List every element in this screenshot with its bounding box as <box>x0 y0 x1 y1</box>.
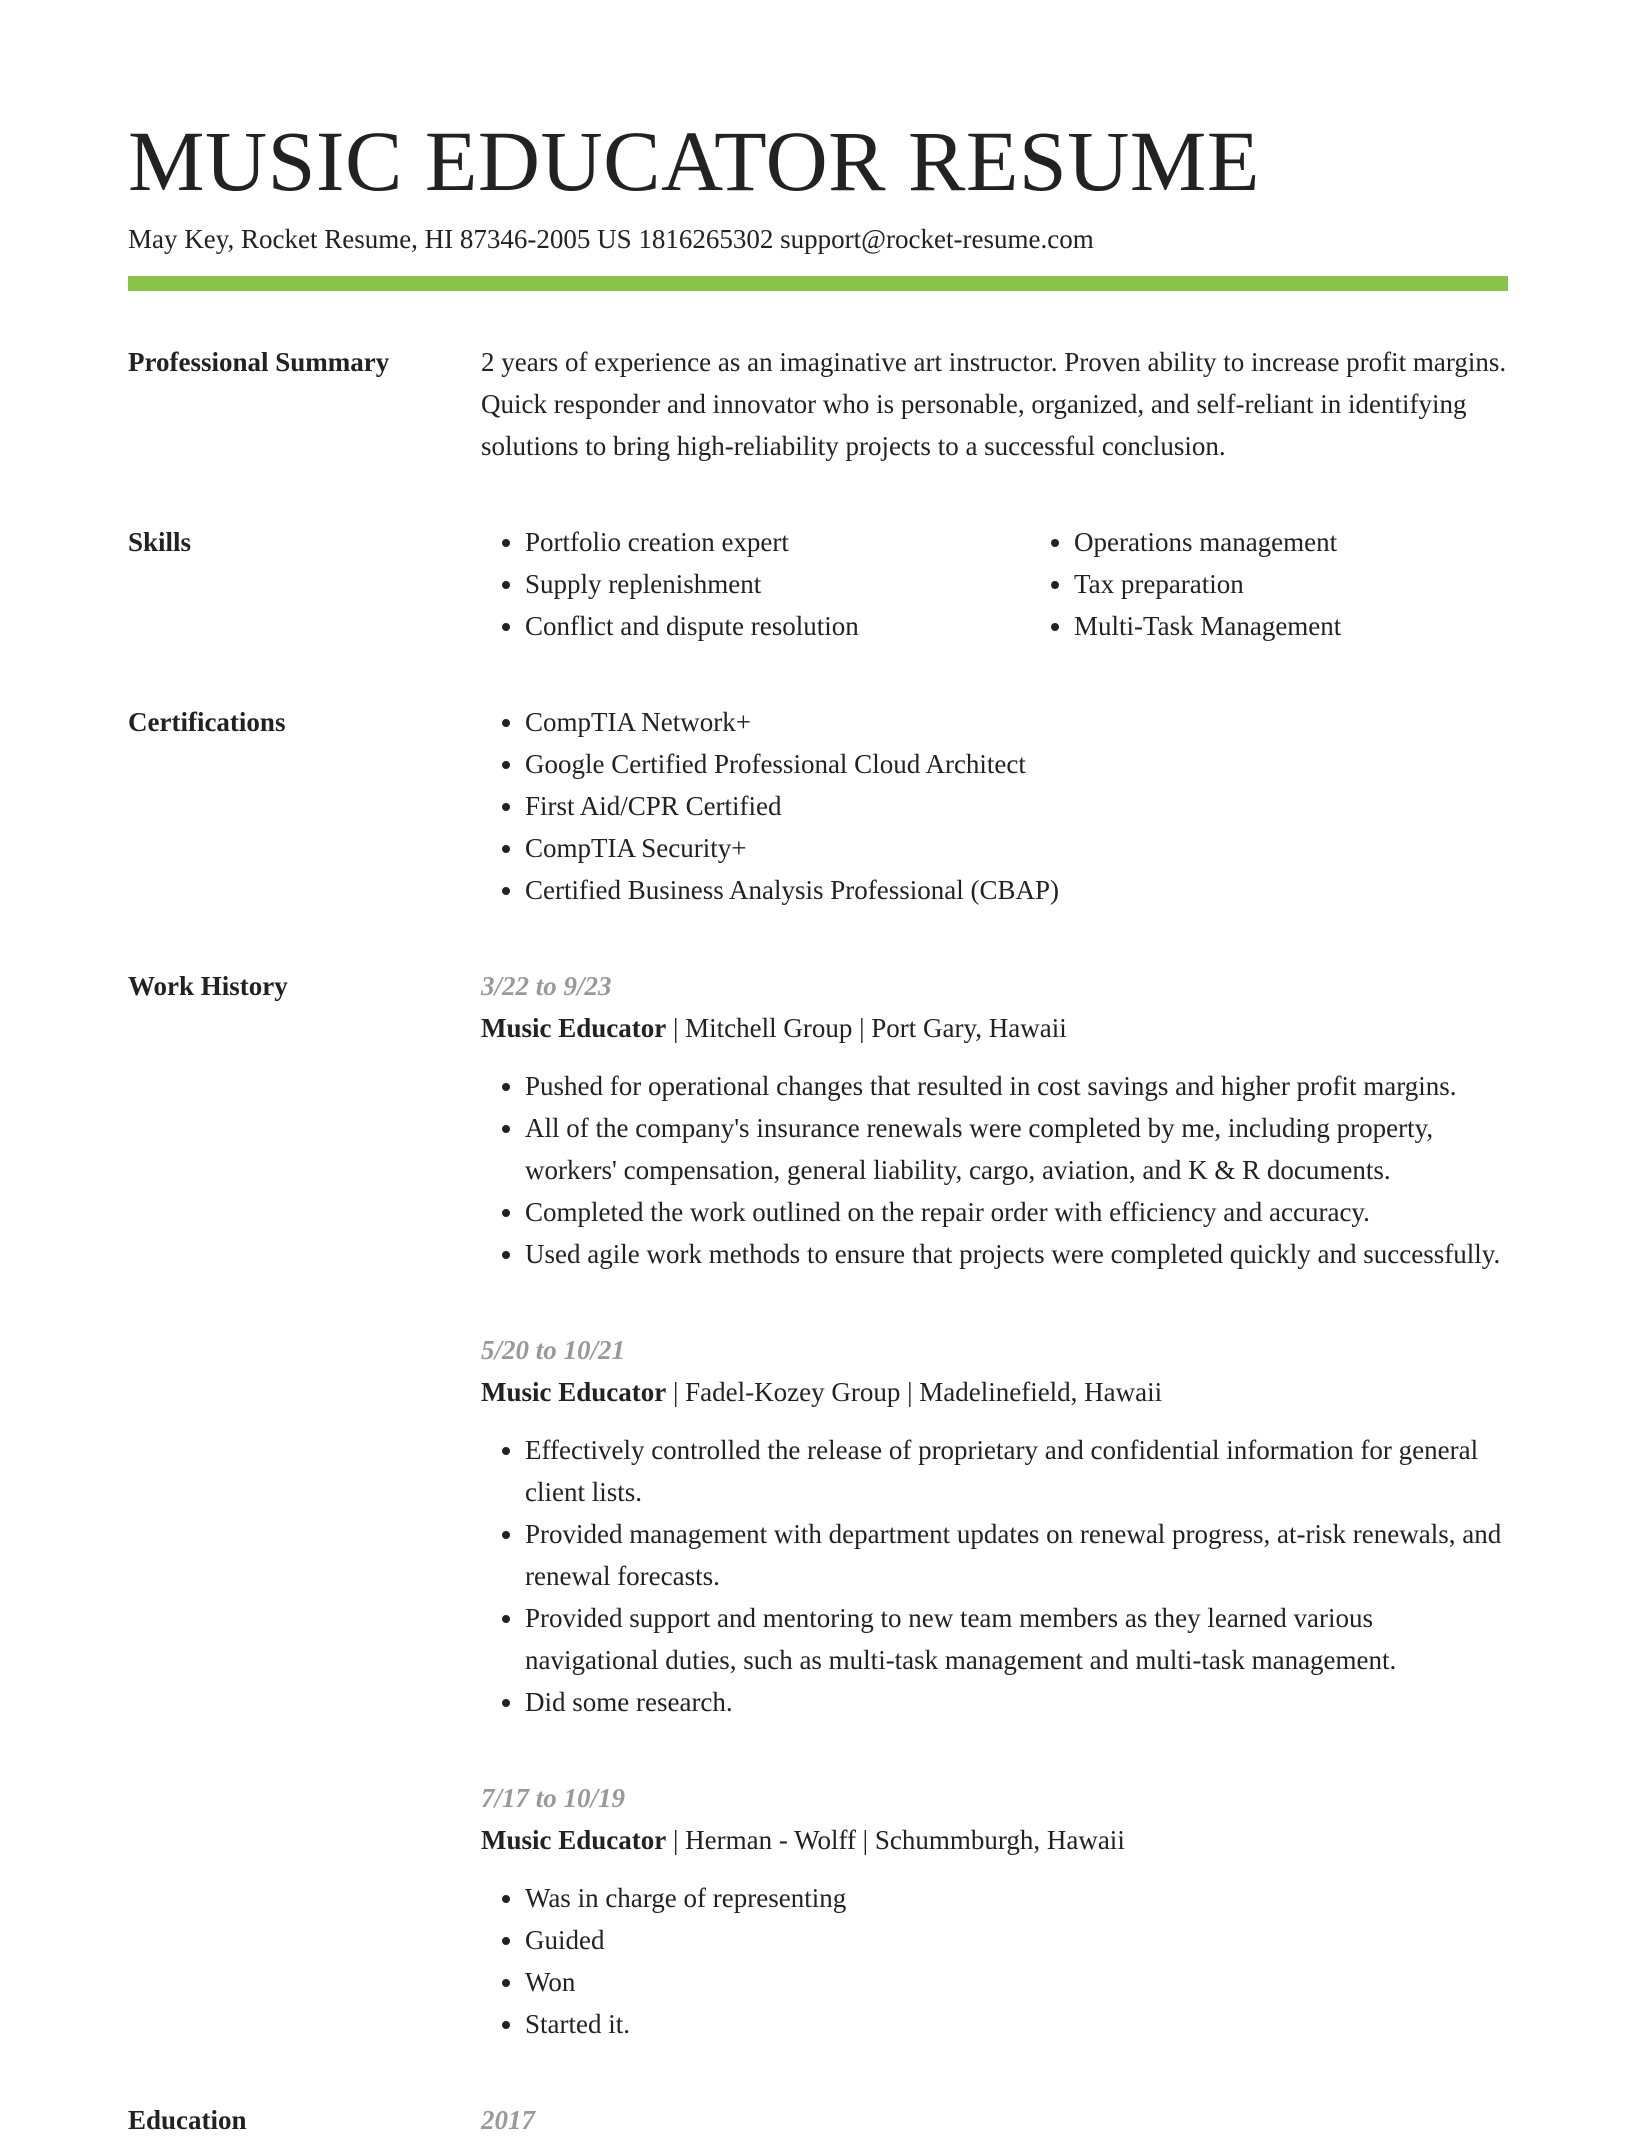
education-section <box>128 2099 1508 2141</box>
work-history-section <box>128 965 1508 2045</box>
job-date: 7/17 to 10/19 <box>481 1783 626 1813</box>
job-bullet: • Guided <box>525 1919 1508 1961</box>
section-label-skills: Skills <box>128 527 192 557</box>
job-bullet: • All of the company's insurance renewals were completed by me, including property, workers' compensation, general liability, cargo, aviation, and K & R documents. <box>525 1107 1508 1191</box>
job-bullet: • Pushed for operational changes that resulted in cost savings and higher profit margins. <box>525 1065 1508 1107</box>
job-bullet: • Did some research. <box>525 1681 1508 1723</box>
job-bullet: • Provided support and mentoring to new team members as they learned various navigational duties, such as multi-task management and multi-task management. <box>525 1597 1508 1681</box>
job-bullet: • Started it. <box>525 2003 1508 2045</box>
certification-item: • Google Certified Professional Cloud Architect <box>525 743 1508 785</box>
skill-item: • Conflict and dispute resolution <box>525 605 1030 647</box>
job-bullet: • Won <box>525 1961 1508 2003</box>
skill-item: • Multi-Task Management <box>1074 605 1341 647</box>
job-bullet: • Provided management with department updates on renewal progress, at-risk renewals, and renewal forecasts. <box>525 1513 1508 1597</box>
skill-item: • Operations management <box>1074 521 1341 563</box>
job-bullet: • Completed the work outlined on the repair order with efficiency and accuracy. <box>525 1191 1508 1233</box>
job-bullet: • Was in charge of representing <box>525 1877 1508 1919</box>
job-bullets <box>481 1065 1508 1275</box>
job-bullet: • Effectively controlled the release of proprietary and confidential information for general client lists. <box>525 1429 1508 1513</box>
skill-item: • Portfolio creation expert <box>525 521 1030 563</box>
education-content <box>481 2099 1508 2141</box>
job-details: | Fadel-Kozey Group | Madelinefield, Hawaii <box>666 1377 1163 1407</box>
skills-column-2 <box>1030 521 1341 647</box>
job-bullets <box>481 1877 1508 2045</box>
certifications-content <box>481 701 1508 911</box>
job-entry <box>481 1777 1508 2045</box>
certification-item: • CompTIA Network+ <box>525 701 1508 743</box>
job-heading <box>481 1819 1508 1861</box>
skills-section <box>128 521 1508 647</box>
job-entry <box>481 965 1508 1275</box>
section-label-education: Education <box>128 2105 247 2135</box>
job-entry <box>481 1329 1508 1723</box>
job-details: | Herman - Wolff | Schummburgh, Hawaii <box>666 1825 1125 1855</box>
section-label-summary: Professional Summary <box>128 347 390 377</box>
resume-page <box>128 113 1508 2141</box>
work-history-content <box>481 965 1508 2045</box>
job-heading <box>481 1371 1508 1413</box>
job-title: Music Educator <box>481 1377 667 1407</box>
section-label-certifications: Certifications <box>128 707 286 737</box>
job-title: Music Educator <box>481 1825 667 1855</box>
job-date: 3/22 to 9/23 <box>481 971 612 1001</box>
contact-line: May Key, Rocket Resume, HI 87346-2005 US 1816265302 support@rocket-resume.com <box>128 224 1094 254</box>
certifications-section <box>128 701 1508 911</box>
certification-item: • Certified Business Analysis Professional (CBAP) <box>525 869 1508 911</box>
education-date: 2017 <box>481 2105 535 2135</box>
certifications-list <box>481 701 1508 911</box>
certification-item: • First Aid/CPR Certified <box>525 785 1508 827</box>
resume-title: MUSIC EDUCATOR RESUME <box>128 113 1260 209</box>
job-date: 5/20 to 10/21 <box>481 1335 626 1365</box>
accent-divider <box>128 276 1508 291</box>
skills-column-1 <box>481 521 1030 647</box>
job-details: | Mitchell Group | Port Gary, Hawaii <box>666 1013 1067 1043</box>
summary-section <box>128 341 1508 467</box>
job-bullets <box>481 1429 1508 1723</box>
job-title: Music Educator <box>481 1013 667 1043</box>
job-bullet: • Used agile work methods to ensure that projects were completed quickly and successfully. <box>525 1233 1508 1275</box>
section-label-work-history: Work History <box>128 971 288 1001</box>
summary-text: 2 years of experience as an imaginative art instructor. Proven ability to increase profit margins. Quick responder and innovator who is personable, organized, and self-reliant in identifying solutions to bring high-reliability projects to a successful conclusion. <box>481 347 1507 461</box>
skills-content <box>481 521 1508 647</box>
job-heading <box>481 1007 1508 1049</box>
certification-item: • CompTIA Security+ <box>525 827 1508 869</box>
skill-item: • Tax preparation <box>1074 563 1341 605</box>
summary-content <box>481 341 1508 467</box>
skill-item: • Supply replenishment <box>525 563 1030 605</box>
